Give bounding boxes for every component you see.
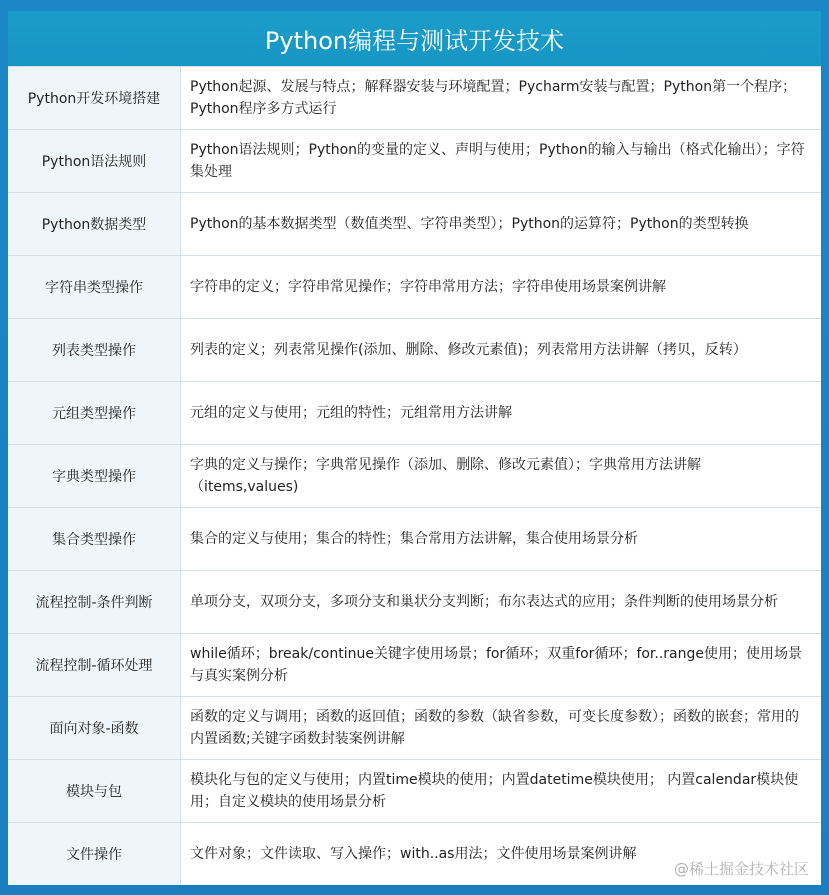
table-row bbox=[8, 381, 821, 444]
row-content: while循环；break/continue关键字使用场景；for循环；双重for循环；for..range使用；使用场景与真实案例分析 bbox=[190, 646, 803, 684]
row-category: 字典类型操作 bbox=[8, 445, 181, 507]
row-content: 文件对象；文件读取、写入操作；with..as用法；文件使用场景案例讲解 bbox=[190, 846, 637, 862]
row-category: 元组类型操作 bbox=[8, 382, 181, 444]
course-table bbox=[8, 11, 821, 885]
row-content: Python的基本数据类型（数值类型、字符串类型）；Python的运算符；Python的类型转换 bbox=[190, 216, 749, 232]
row-content: 集合的定义与使用；集合的特性；集合常用方法讲解，集合使用场景分析 bbox=[190, 531, 638, 547]
row-category: 字符串类型操作 bbox=[8, 256, 181, 318]
table-row bbox=[8, 633, 821, 696]
table-title: Python编程与测试开发技术 bbox=[8, 11, 821, 66]
row-content: Python起源、发展与特点；解释器安装与环境配置；Pycharm安装与配置；Python第一个程序；Python程序多方式运行 bbox=[190, 79, 797, 117]
row-category: 文件操作 bbox=[8, 823, 181, 885]
row-category: 面向对象-函数 bbox=[8, 697, 181, 759]
row-content: 模块化与包的定义与使用；内置time模块的使用；内置datetime模块使用； 内置calendar模块使用；自定义模块的使用场景分析 bbox=[190, 772, 799, 810]
row-category: 集合类型操作 bbox=[8, 508, 181, 570]
table-body bbox=[8, 66, 821, 885]
table-row bbox=[8, 66, 821, 129]
row-category: Python开发环境搭建 bbox=[8, 67, 181, 129]
row-content: Python语法规则；Python的变量的定义、声明与使用；Python的输入与输出（格式化输出）；字符集处理 bbox=[190, 142, 805, 180]
row-category: 流程控制-条件判断 bbox=[8, 571, 181, 633]
row-category: Python语法规则 bbox=[8, 130, 181, 192]
table-row bbox=[8, 507, 821, 570]
row-content: 列表的定义；列表常见操作(添加、删除、修改元素值)；列表常用方法讲解（拷贝，反转） bbox=[190, 342, 747, 358]
row-category: Python数据类型 bbox=[8, 193, 181, 255]
table-row bbox=[8, 696, 821, 759]
row-category: 列表类型操作 bbox=[8, 319, 181, 381]
table-row bbox=[8, 129, 821, 192]
table-row bbox=[8, 318, 821, 381]
row-category: 模块与包 bbox=[8, 760, 181, 822]
row-content: 字符串的定义；字符串常见操作；字符串常用方法；字符串使用场景案例讲解 bbox=[190, 279, 666, 295]
row-category: 流程控制-循环处理 bbox=[8, 634, 181, 696]
table-row bbox=[8, 192, 821, 255]
row-content: 元组的定义与使用；元组的特性；元组常用方法讲解 bbox=[190, 405, 512, 421]
table-row bbox=[8, 444, 821, 507]
table-row bbox=[8, 570, 821, 633]
table-row bbox=[8, 255, 821, 318]
row-content: 函数的定义与调用；函数的返回值；函数的参数（缺省参数，可变长度参数）；函数的嵌套；常用的内置函数;关键字函数封装案例讲解 bbox=[190, 709, 799, 747]
watermark: @稀土掘金技术社区 bbox=[673, 860, 809, 878]
table-row bbox=[8, 759, 821, 822]
row-content: 字典的定义与操作；字典常见操作（添加、删除、修改元素值）；字典常用方法讲解（items,values) bbox=[190, 457, 701, 495]
row-content: 单项分支，双项分支，多项分支和巢状分支判断；布尔表达式的应用；条件判断的使用场景分析 bbox=[190, 594, 778, 610]
